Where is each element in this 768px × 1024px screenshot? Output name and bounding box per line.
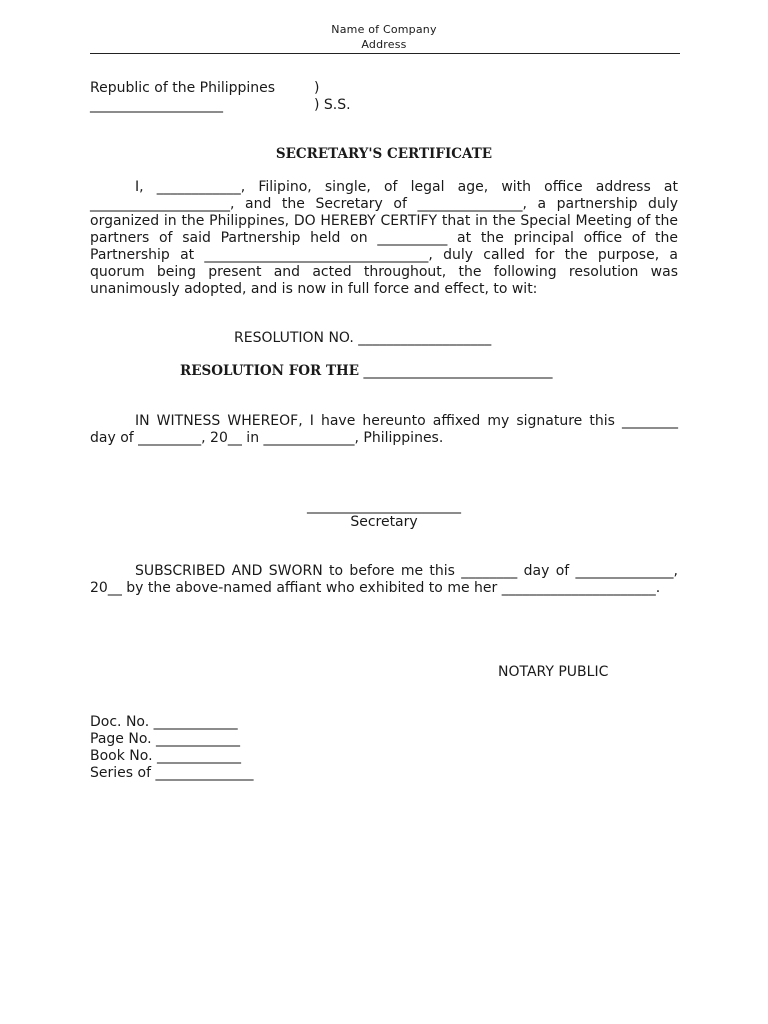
venue-republic: Republic of the Philippines (90, 80, 276, 96)
jurat-text: SUBSCRIBED AND SWORN to before me this ________ day of ______________, 20__ by the above-named affiant who exhibited to me her ______________________. (90, 563, 678, 596)
doc-number: Doc. No. ____________ (90, 714, 238, 730)
witness-paragraph (90, 413, 678, 447)
jurat-paragraph (90, 563, 678, 597)
series-number: Series of ______________ (90, 765, 254, 781)
header-rule (90, 53, 680, 54)
resolution-heading-blank: ___________________________ (363, 363, 553, 379)
document-title: SECRETARY'S CERTIFICATE (275, 146, 493, 162)
book-number: Book No. ____________ (90, 748, 241, 764)
signature-line: ______________________ (307, 498, 461, 514)
witness-text: IN WITNESS WHEREOF, I have hereunto affixed my signature this ________ day of _________, 20__ in _____________, Philippines. (90, 413, 678, 446)
signature-label: Secretary (350, 514, 418, 530)
page-number: Page No. ____________ (90, 731, 241, 747)
company-address: Address (361, 38, 407, 51)
resolution-heading (180, 363, 553, 380)
resolution-number: RESOLUTION NO. ___________________ (234, 330, 492, 346)
notary-public-label: NOTARY PUBLIC (498, 664, 609, 680)
venue-blank: ___________________ (90, 97, 223, 113)
certification-paragraph (90, 179, 678, 298)
certification-text: I, ____________, Filipino, single, of legal age, with office address at ____________________, and the Secretary of _______________, a partnership duly organized in the Philippines, DO HEREBY CERTIFY that in the Special Meeting of the partners of said Partnership held on __________ at the principal office of the Partnership at ________________________________, duly called for the purpose, a quorum being present and acted throughout, the following resolution was unanimously adopted, and is now in full force and effect, to wit: (90, 179, 678, 297)
venue-bracket: ) (314, 80, 320, 96)
company-name: Name of Company (331, 23, 437, 36)
resolution-heading-label: RESOLUTION FOR THE (180, 363, 360, 379)
venue-ss: ) S.S. (314, 97, 351, 113)
